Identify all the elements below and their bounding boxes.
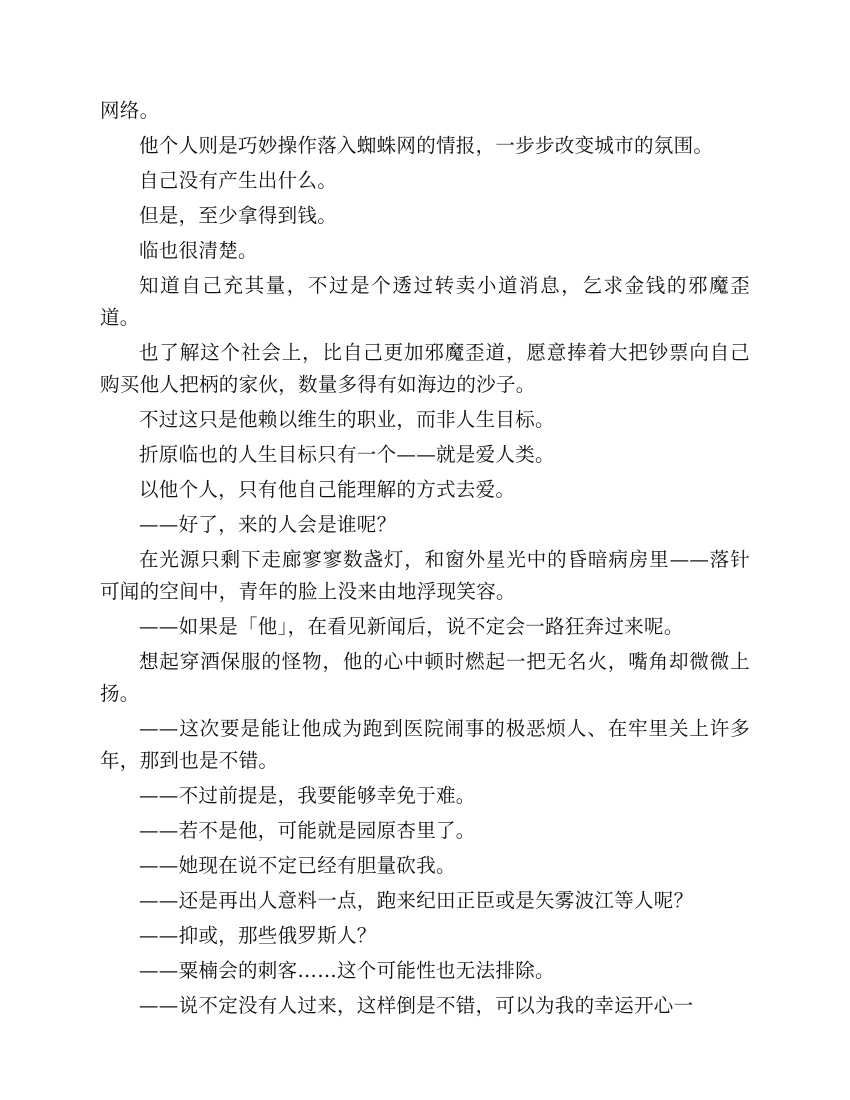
paragraph: ——好了，来的人会是谁呢？ — [139, 513, 397, 536]
paragraph: 他个人则是巧妙操作落入蜘蛛网的情报，一步步改变城市的氛围。 — [139, 134, 714, 157]
paragraph: 临也很清楚。 — [139, 239, 258, 262]
paragraph: 在光源只剩下走廊寥寥数盏灯，和窗外星光中的昏暗病房里——落针可闻的空间中，青年的脸上没来由地浮现笑容。 — [100, 548, 751, 603]
paragraph: ——若不是他，可能就是园原杏里了。 — [139, 819, 476, 842]
paragraph: 想起穿酒保服的怪物，他的心中顿时燃起一把无名火，嘴角却微微上扬。 — [100, 650, 750, 705]
paragraph: ——粟楠会的刺客……这个可能性也无法排除。 — [139, 959, 555, 982]
paragraph: ——如果是「他」，在看见新闻后，说不定会一路狂奔过来呢。 — [139, 615, 684, 638]
paragraph: 也了解这个社会上，比自己更加邪魔歪道，愿意捧着大把钞票向自己购买他人把柄的家伙，数量多得有如海边的沙子。 — [100, 341, 750, 396]
document-page — [100, 95, 750, 1025]
paragraph: ——说不定没有人过来，这样倒是不错，可以为我的幸运开心一 — [139, 994, 694, 1017]
paragraph: 知道自己充其量，不过是个透过转卖小道消息，乞求金钱的邪魔歪道。 — [100, 274, 750, 329]
paragraph: 不过这只是他赖以维生的职业，而非人生目标。 — [139, 408, 555, 431]
paragraph: ——抑或，那些俄罗斯人？ — [139, 924, 377, 947]
paragraph: 折原临也的人生目标只有一个——就是爱人类。 — [139, 443, 555, 466]
paragraph: ——不过前提是，我要能够幸免于难。 — [139, 784, 476, 807]
paragraph: 网络。 — [100, 99, 160, 122]
paragraph: 自己没有产生出什么。 — [139, 169, 338, 192]
paragraph: 但是，至少拿得到钱。 — [139, 204, 338, 227]
paragraph: 以他个人，只有他自己能理解的方式去爱。 — [139, 478, 516, 501]
paragraph: ——这次要是能让他成为跑到医院闹事的极恶烦人、在牢里关上许多年，那到也是不错。 — [100, 717, 750, 772]
paragraph: ——还是再出人意料一点，跑来纪田正臣或是矢雾波江等人呢？ — [139, 889, 694, 912]
paragraph: ——她现在说不定已经有胆量砍我。 — [139, 854, 456, 877]
